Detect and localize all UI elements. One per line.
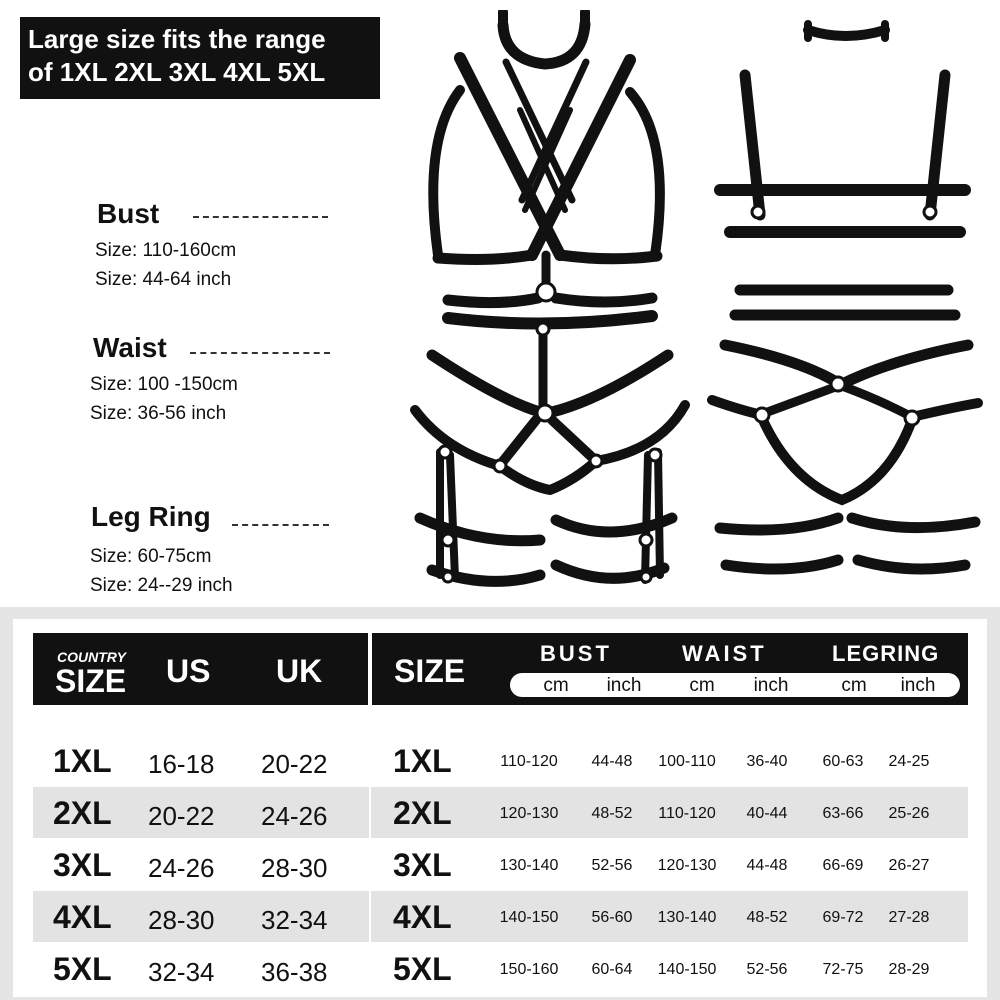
header-divider (368, 633, 372, 705)
row-waist-inch: 44-48 (746, 857, 788, 874)
header-size-label-right: SIZE (394, 653, 466, 689)
country-size-header (33, 633, 371, 705)
waist-dash-line (190, 352, 330, 354)
row-size-right: 1XL (393, 743, 452, 779)
unit-legring-inch: inch (900, 675, 936, 696)
table-row (33, 787, 968, 838)
row-waist-inch: 52-56 (746, 961, 788, 978)
table-row (33, 891, 968, 942)
bust-size-cm: Size: 110-160cm (95, 240, 237, 261)
header-waist-label: WAIST (682, 641, 767, 666)
measurement-header (370, 633, 968, 705)
header-uk-label: UK (276, 653, 323, 689)
bust-heading: Bust (97, 198, 160, 229)
row-size: 3XL (53, 847, 112, 883)
row-size-right: 3XL (393, 847, 452, 883)
row-size-right: 5XL (393, 951, 452, 987)
row-us: 16-18 (148, 749, 215, 779)
legring-heading: Leg Ring (91, 501, 211, 532)
row-bust-cm: 140-150 (499, 909, 559, 926)
row-uk: 36-38 (261, 957, 328, 987)
row-legring-cm: 72-75 (822, 961, 864, 978)
column-divider (369, 705, 371, 997)
size-chart-table (13, 619, 987, 997)
row-bust-cm: 150-160 (499, 961, 559, 978)
unit-bust-inch: inch (606, 675, 642, 696)
harness-back-view (712, 24, 978, 569)
row-bust-inch: 44-48 (591, 753, 633, 770)
row-bust-cm: 120-130 (499, 805, 559, 822)
harness-illustration (400, 10, 1000, 600)
banner-line-2: of 1XL 2XL 3XL 4XL 5XL (28, 57, 326, 87)
row-us: 24-26 (148, 853, 215, 883)
row-size: 4XL (53, 899, 112, 935)
header-bust-label: BUST (540, 641, 612, 666)
legring-size-inch: Size: 24--29 inch (90, 575, 233, 596)
row-legring-inch: 28-29 (888, 961, 930, 978)
row-bust-cm: 110-120 (500, 753, 558, 770)
row-legring-cm: 60-63 (822, 753, 864, 770)
row-waist-inch: 36-40 (746, 753, 788, 770)
row-legring-inch: 26-27 (888, 857, 930, 874)
row-uk: 24-26 (261, 801, 328, 831)
row-waist-inch: 48-52 (746, 909, 788, 926)
row-legring-cm: 66-69 (822, 857, 864, 874)
bust-size-inch: Size: 44-64 inch (95, 269, 232, 290)
legring-dash-line (232, 524, 329, 526)
unit-legring-cm: cm (841, 675, 867, 696)
banner-line-1: Large size fits the range (28, 24, 326, 54)
header-us-label: US (166, 653, 211, 689)
row-legring-inch: 24-25 (888, 753, 930, 770)
row-size-right: 2XL (393, 795, 452, 831)
row-waist-cm: 100-110 (658, 753, 716, 770)
unit-bust-cm: cm (543, 675, 569, 696)
header-size-label: SIZE (55, 663, 127, 699)
row-size: 2XL (53, 795, 112, 831)
row-legring-inch: 27-28 (888, 909, 930, 926)
row-size: 5XL (53, 951, 112, 987)
row-legring-cm: 69-72 (822, 909, 864, 926)
bust-dash-line (193, 216, 328, 218)
row-uk: 20-22 (261, 749, 328, 779)
row-uk: 32-34 (261, 905, 328, 935)
row-waist-cm: 130-140 (657, 909, 717, 926)
waist-size-inch: Size: 36-56 inch (90, 403, 227, 424)
row-waist-cm: 140-150 (657, 961, 717, 978)
row-bust-inch: 52-56 (591, 857, 633, 874)
row-size-right: 4XL (393, 899, 452, 935)
header-country-label: COUNTRY (57, 649, 126, 665)
table-row (33, 735, 968, 786)
row-waist-cm: 110-120 (658, 805, 716, 822)
row-us: 28-30 (148, 905, 215, 935)
row-waist-cm: 120-130 (657, 857, 717, 874)
unit-waist-cm: cm (689, 675, 715, 696)
waist-size-cm: Size: 100 -150cm (90, 374, 238, 395)
waist-heading: Waist (93, 332, 167, 363)
row-waist-inch: 40-44 (746, 805, 788, 822)
size-range-banner (20, 17, 380, 99)
row-legring-inch: 25-26 (888, 805, 930, 822)
size-chart-section (0, 607, 1000, 1000)
row-bust-cm: 130-140 (499, 857, 559, 874)
row-bust-inch: 48-52 (591, 805, 633, 822)
row-us: 20-22 (148, 801, 215, 831)
row-us: 32-34 (148, 957, 215, 987)
row-uk: 28-30 (261, 853, 328, 883)
unit-waist-inch: inch (753, 675, 789, 696)
header-legring-label: LEGRING (832, 641, 940, 666)
row-legring-cm: 63-66 (822, 805, 864, 822)
row-bust-inch: 56-60 (591, 909, 633, 926)
row-size: 1XL (53, 743, 112, 779)
table-row (33, 943, 968, 994)
legring-size-cm: Size: 60-75cm (90, 546, 212, 567)
table-row (33, 839, 968, 890)
row-bust-inch: 60-64 (591, 961, 633, 978)
